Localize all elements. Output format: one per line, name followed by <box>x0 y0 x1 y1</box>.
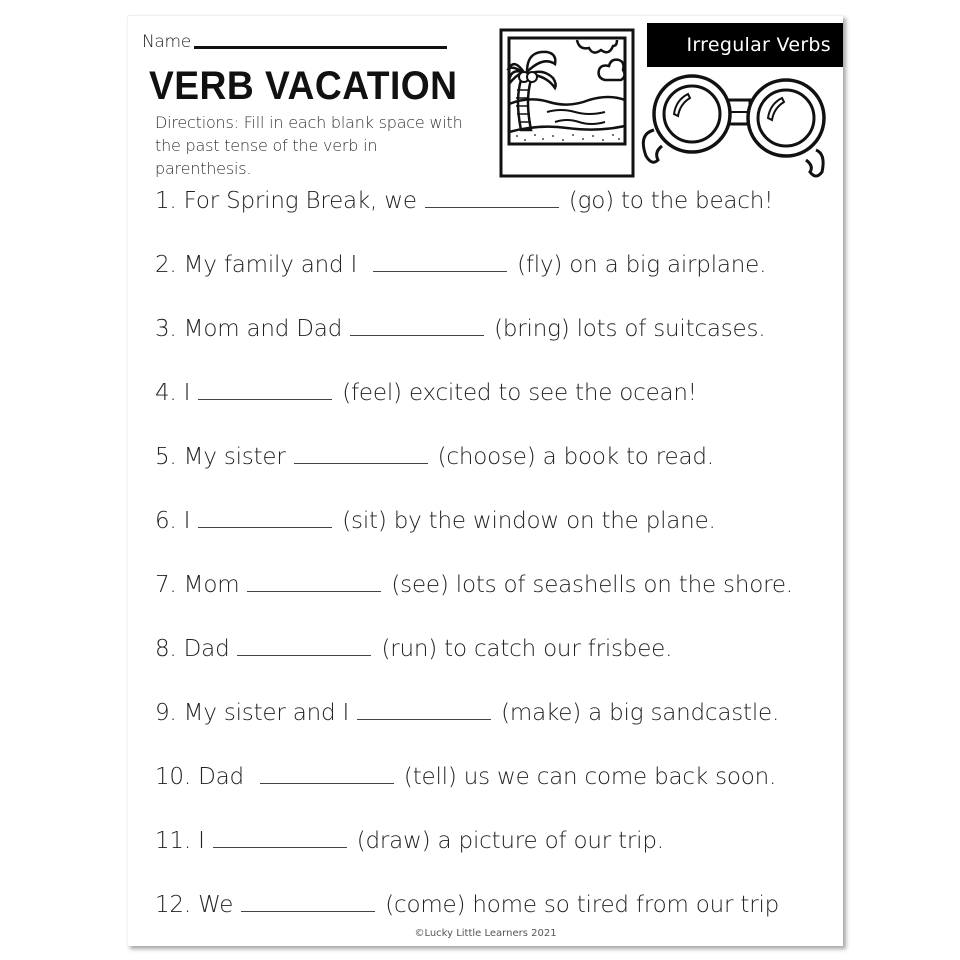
question-number: 8. <box>155 636 177 662</box>
verb-hint: (tell) <box>403 764 457 790</box>
question-number: 12. <box>155 892 191 918</box>
answer-blank[interactable] <box>198 509 332 528</box>
answer-blank[interactable] <box>350 317 484 336</box>
verb-hint: (run) <box>381 636 438 662</box>
question-text-after: a big sandcastle. <box>588 700 780 726</box>
verb-hint: (feel) <box>342 380 402 406</box>
question-text-after: a book to read. <box>542 444 714 470</box>
directions-text: Directions: Fill in each blank space with the past tense of the verb in parenthesis. <box>155 113 463 178</box>
verb-hint: (come) <box>385 892 466 918</box>
verb-hint: (sit) <box>342 508 387 534</box>
answer-blank[interactable] <box>198 381 332 400</box>
question-text-after: excited to see the ocean! <box>408 380 697 406</box>
question-4 <box>155 378 697 408</box>
question-text-before: I <box>198 828 205 854</box>
question-text-before: Dad <box>183 636 230 662</box>
question-9 <box>155 698 779 728</box>
worksheet-title: VERB VACATION <box>149 64 458 108</box>
question-5 <box>155 442 714 472</box>
verb-hint: (choose) <box>437 444 536 470</box>
answer-blank[interactable] <box>260 765 394 784</box>
question-text-after: on a big airplane. <box>569 252 767 278</box>
question-number: 2. <box>155 252 177 278</box>
question-text-after: to catch our frisbee. <box>444 636 673 662</box>
question-text-before: For Spring Break, we <box>183 188 417 214</box>
verb-hint: (bring) <box>494 316 570 342</box>
question-number: 11. <box>155 828 191 854</box>
question-3 <box>155 314 765 344</box>
question-text-before: I <box>183 508 191 534</box>
question-number: 10. <box>155 764 191 790</box>
question-text-before: My family and I <box>183 252 358 278</box>
answer-blank[interactable] <box>425 189 559 208</box>
answer-blank[interactable] <box>294 445 428 464</box>
question-text-before: Dad <box>198 764 244 790</box>
question-text-after: us we can come back soon. <box>463 764 777 790</box>
question-number: 1. <box>155 188 177 214</box>
question-text-before: My sister <box>183 444 286 470</box>
verb-hint: (fly) <box>517 252 563 278</box>
name-label: Name <box>142 32 191 52</box>
verb-hint: (draw) <box>356 828 431 854</box>
question-text-after: lots of seashells on the shore. <box>455 572 793 598</box>
question-8 <box>155 634 672 664</box>
irregular-verbs-tag: Irregular Verbs <box>647 23 843 67</box>
question-text-before: Mom and Dad <box>183 316 343 342</box>
question-number: 3. <box>155 316 177 342</box>
answer-blank[interactable] <box>237 637 371 656</box>
answer-blank[interactable] <box>357 701 491 720</box>
name-input-line[interactable] <box>194 46 447 49</box>
sunglasses-icon <box>640 68 836 180</box>
question-text-after: a picture of our trip. <box>437 828 664 854</box>
verb-hint: (see) <box>391 572 449 598</box>
question-text-after: by the window on the plane. <box>393 508 716 534</box>
answer-blank[interactable] <box>247 573 381 592</box>
answer-blank[interactable] <box>241 893 375 912</box>
question-number: 7. <box>155 572 177 598</box>
question-number: 4. <box>155 380 177 406</box>
question-number: 5. <box>155 444 177 470</box>
question-7 <box>155 570 793 600</box>
beach-polaroid-icon <box>499 28 635 178</box>
question-text-before: We <box>198 892 234 918</box>
question-11 <box>155 826 664 856</box>
verb-hint: (go) <box>568 188 614 214</box>
question-number: 6. <box>155 508 177 534</box>
question-number: 9. <box>155 700 177 726</box>
question-2 <box>155 250 766 280</box>
answer-blank[interactable] <box>213 829 347 848</box>
question-text-after: to the beach! <box>620 188 774 214</box>
copyright-footer: ©Lucky Little Learners 2021 <box>414 928 557 939</box>
question-6 <box>155 506 716 536</box>
question-text-before: I <box>183 380 191 406</box>
question-text-after: lots of suitcases. <box>576 316 766 342</box>
verb-hint: (make) <box>501 700 582 726</box>
question-12 <box>155 890 779 920</box>
name-row <box>142 32 447 52</box>
question-1 <box>155 186 773 216</box>
worksheet-page <box>127 15 843 946</box>
question-text-after: home so tired from our trip <box>472 892 780 918</box>
question-text-before: Mom <box>183 572 240 598</box>
answer-blank[interactable] <box>373 253 507 272</box>
question-10 <box>155 762 776 792</box>
question-text-before: My sister and I <box>183 700 350 726</box>
